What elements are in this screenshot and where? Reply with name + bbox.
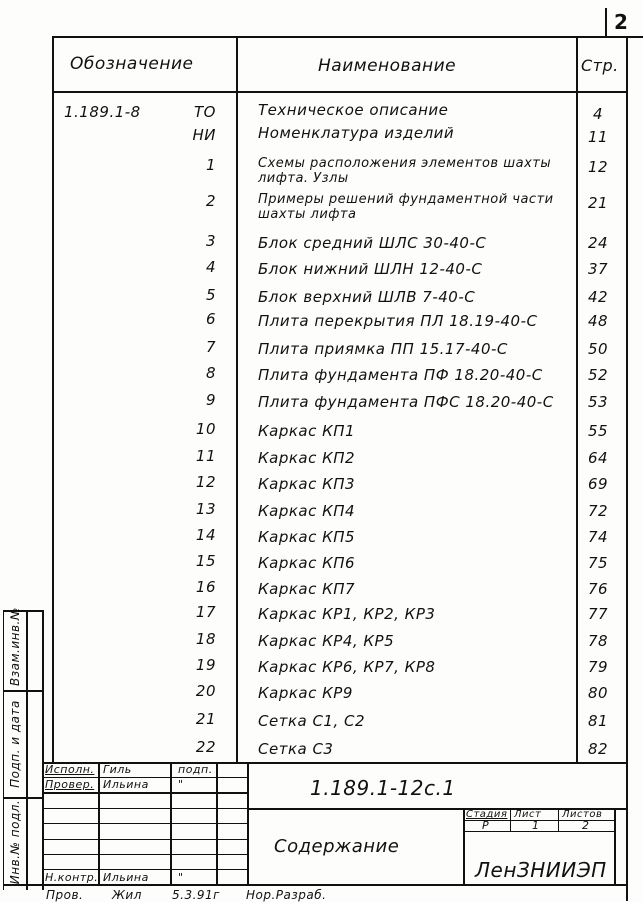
row-name: Каркас КР6, КР7, КР8	[258, 658, 436, 676]
row-page: 76	[587, 580, 609, 598]
sheets-label: Листов	[562, 809, 603, 820]
row-name: Примеры решений фундаментной части шахты лифта	[258, 192, 554, 222]
title-block-bottom	[3, 884, 628, 886]
row-sub: 11	[195, 447, 216, 465]
sheet-label: Лист	[514, 809, 542, 820]
row-page: 72	[587, 502, 609, 520]
row-page: 74	[587, 528, 609, 546]
row-name: Сетка С3	[258, 740, 334, 758]
side-stamp-outer	[3, 610, 4, 890]
row-page: 52	[587, 366, 609, 384]
row-name: Каркас КР4, КР5	[258, 632, 395, 650]
sig-sign: подп.	[178, 763, 213, 776]
row-sub: 14	[195, 526, 216, 544]
row-page: 82	[587, 740, 609, 758]
row-name: Техническое описание	[258, 101, 449, 119]
row-name: Каркас КР1, КР2, КР3	[258, 605, 436, 623]
row-name: Номенклатура изделий	[258, 124, 455, 142]
side-stamp-sep-1	[3, 690, 43, 692]
sheet-value: 1	[532, 819, 540, 832]
row-page: 48	[587, 312, 609, 330]
sig-name: Ильина	[103, 871, 149, 884]
row-page: 69	[587, 475, 609, 493]
row-sub: 3	[205, 232, 216, 250]
row-name: Блок средний ШЛС 30-40-С	[258, 234, 487, 252]
row-name: Каркас КП7	[258, 580, 356, 598]
tb-row-line	[42, 823, 248, 824]
footer-checked: Пров.	[46, 888, 84, 902]
row-name: Блок нижний ШЛН 12-40-С	[258, 260, 483, 278]
sig-role: Исполн.	[45, 763, 95, 776]
row-page: 24	[587, 234, 609, 252]
row-sub: 5	[205, 286, 216, 304]
stage-value: Р	[482, 819, 490, 832]
row-sub: 4	[205, 258, 216, 276]
row-sub: НИ	[192, 126, 216, 144]
row-sub: 17	[195, 603, 216, 621]
row-name: Каркас КР9	[258, 684, 353, 702]
row-page: 11	[587, 128, 609, 146]
tb-row-line	[42, 869, 248, 870]
row-page: 78	[587, 632, 609, 650]
row-name: Схемы расположения элементов шахты лифта. Узлы	[258, 156, 552, 186]
row-sub: 21	[195, 710, 216, 728]
row-sub: 1	[205, 156, 216, 174]
sheets-value: 2	[582, 819, 590, 832]
row-code: 1.189.1-8	[64, 103, 141, 121]
row-name: Плита перекрытия ПЛ 18.19-40-С	[258, 312, 538, 330]
row-sub: 19	[195, 656, 216, 674]
side-stamp-right	[42, 610, 44, 890]
side-stamp-divider	[26, 610, 28, 890]
row-page: 12	[587, 158, 609, 176]
row-page: 75	[587, 554, 609, 572]
sig-role: Н.контр.	[45, 871, 99, 884]
row-sub: 8	[205, 364, 216, 382]
row-page: 4	[592, 105, 604, 123]
row-sub: 12	[195, 473, 216, 491]
row-name: Каркас КП6	[258, 554, 356, 572]
row-sub: ТО	[194, 103, 216, 121]
sheet-number: 2	[614, 10, 629, 34]
row-page: 53	[587, 393, 609, 411]
row-name: Плита приямка ПП 15.17-40-С	[258, 340, 508, 358]
row-sub: 16	[195, 578, 216, 596]
sig-name: Гиль	[103, 763, 132, 776]
row-name: Каркас КП2	[258, 449, 356, 467]
footer-remark: Нор.Разраб.	[246, 888, 327, 902]
row-name: Плита фундамента ПФС 18.20-40-С	[258, 393, 554, 411]
row-sub: 22	[195, 738, 216, 756]
row-sub: 2	[205, 192, 216, 210]
header-page: Стр.	[581, 56, 619, 75]
row-page: 81	[587, 712, 609, 730]
row-page: 64	[587, 449, 609, 467]
row-name: Каркас КП3	[258, 475, 356, 493]
row-sub: 10	[195, 420, 216, 438]
row-name: Каркас КП4	[258, 502, 356, 520]
doc-title: Содержание	[274, 836, 400, 857]
row-page: 21	[587, 194, 609, 212]
organization: ЛенЗНИИЭП	[475, 858, 607, 882]
row-name: Блок верхний ШЛВ 7-40-С	[258, 288, 476, 306]
header-designation: Обозначение	[70, 54, 194, 74]
tb-row-line	[42, 792, 248, 794]
row-page: 77	[587, 605, 609, 623]
row-page: 55	[587, 422, 609, 440]
row-page: 37	[587, 260, 609, 278]
row-sub: 18	[195, 630, 216, 648]
row-sub: 20	[195, 682, 216, 700]
row-sub: 7	[205, 338, 216, 356]
row-name: Сетка С1, С2	[258, 712, 366, 730]
stage-label: Стадия	[466, 809, 508, 820]
row-sub: 15	[195, 552, 216, 570]
row-sub: 13	[195, 500, 216, 518]
row-page: 50	[587, 340, 609, 358]
row-page: 79	[587, 658, 609, 676]
row-sub: 6	[205, 310, 216, 328]
tb-row-line	[42, 839, 248, 840]
row-page: 80	[587, 684, 609, 702]
sig-sign: "	[178, 871, 184, 884]
side-stamp-podp-data: Подп. и дата	[8, 700, 22, 788]
footer-date: 5.3.91г	[172, 888, 220, 902]
sig-sign: "	[178, 778, 184, 791]
side-stamp-inv-podl: Инв.№ подл.	[8, 799, 22, 885]
row-page: 42	[587, 288, 609, 306]
header-name: Наименование	[318, 56, 457, 76]
row-name: Каркас КП5	[258, 528, 356, 546]
row-name: Каркас КП1	[258, 422, 356, 440]
side-stamp-vzam-inv: Взам.инв.№	[8, 607, 22, 686]
sig-name: Ильина	[103, 778, 149, 791]
row-name: Плита фундамента ПФ 18.20-40-С	[258, 366, 543, 384]
doc-code: 1.189.1-12с.1	[310, 776, 456, 800]
footer-initials: Жил	[112, 888, 142, 902]
tb-row-line	[42, 854, 248, 855]
row-sub: 9	[205, 391, 216, 409]
sig-role: Провер.	[45, 778, 95, 791]
tb-row-line	[42, 808, 248, 809]
